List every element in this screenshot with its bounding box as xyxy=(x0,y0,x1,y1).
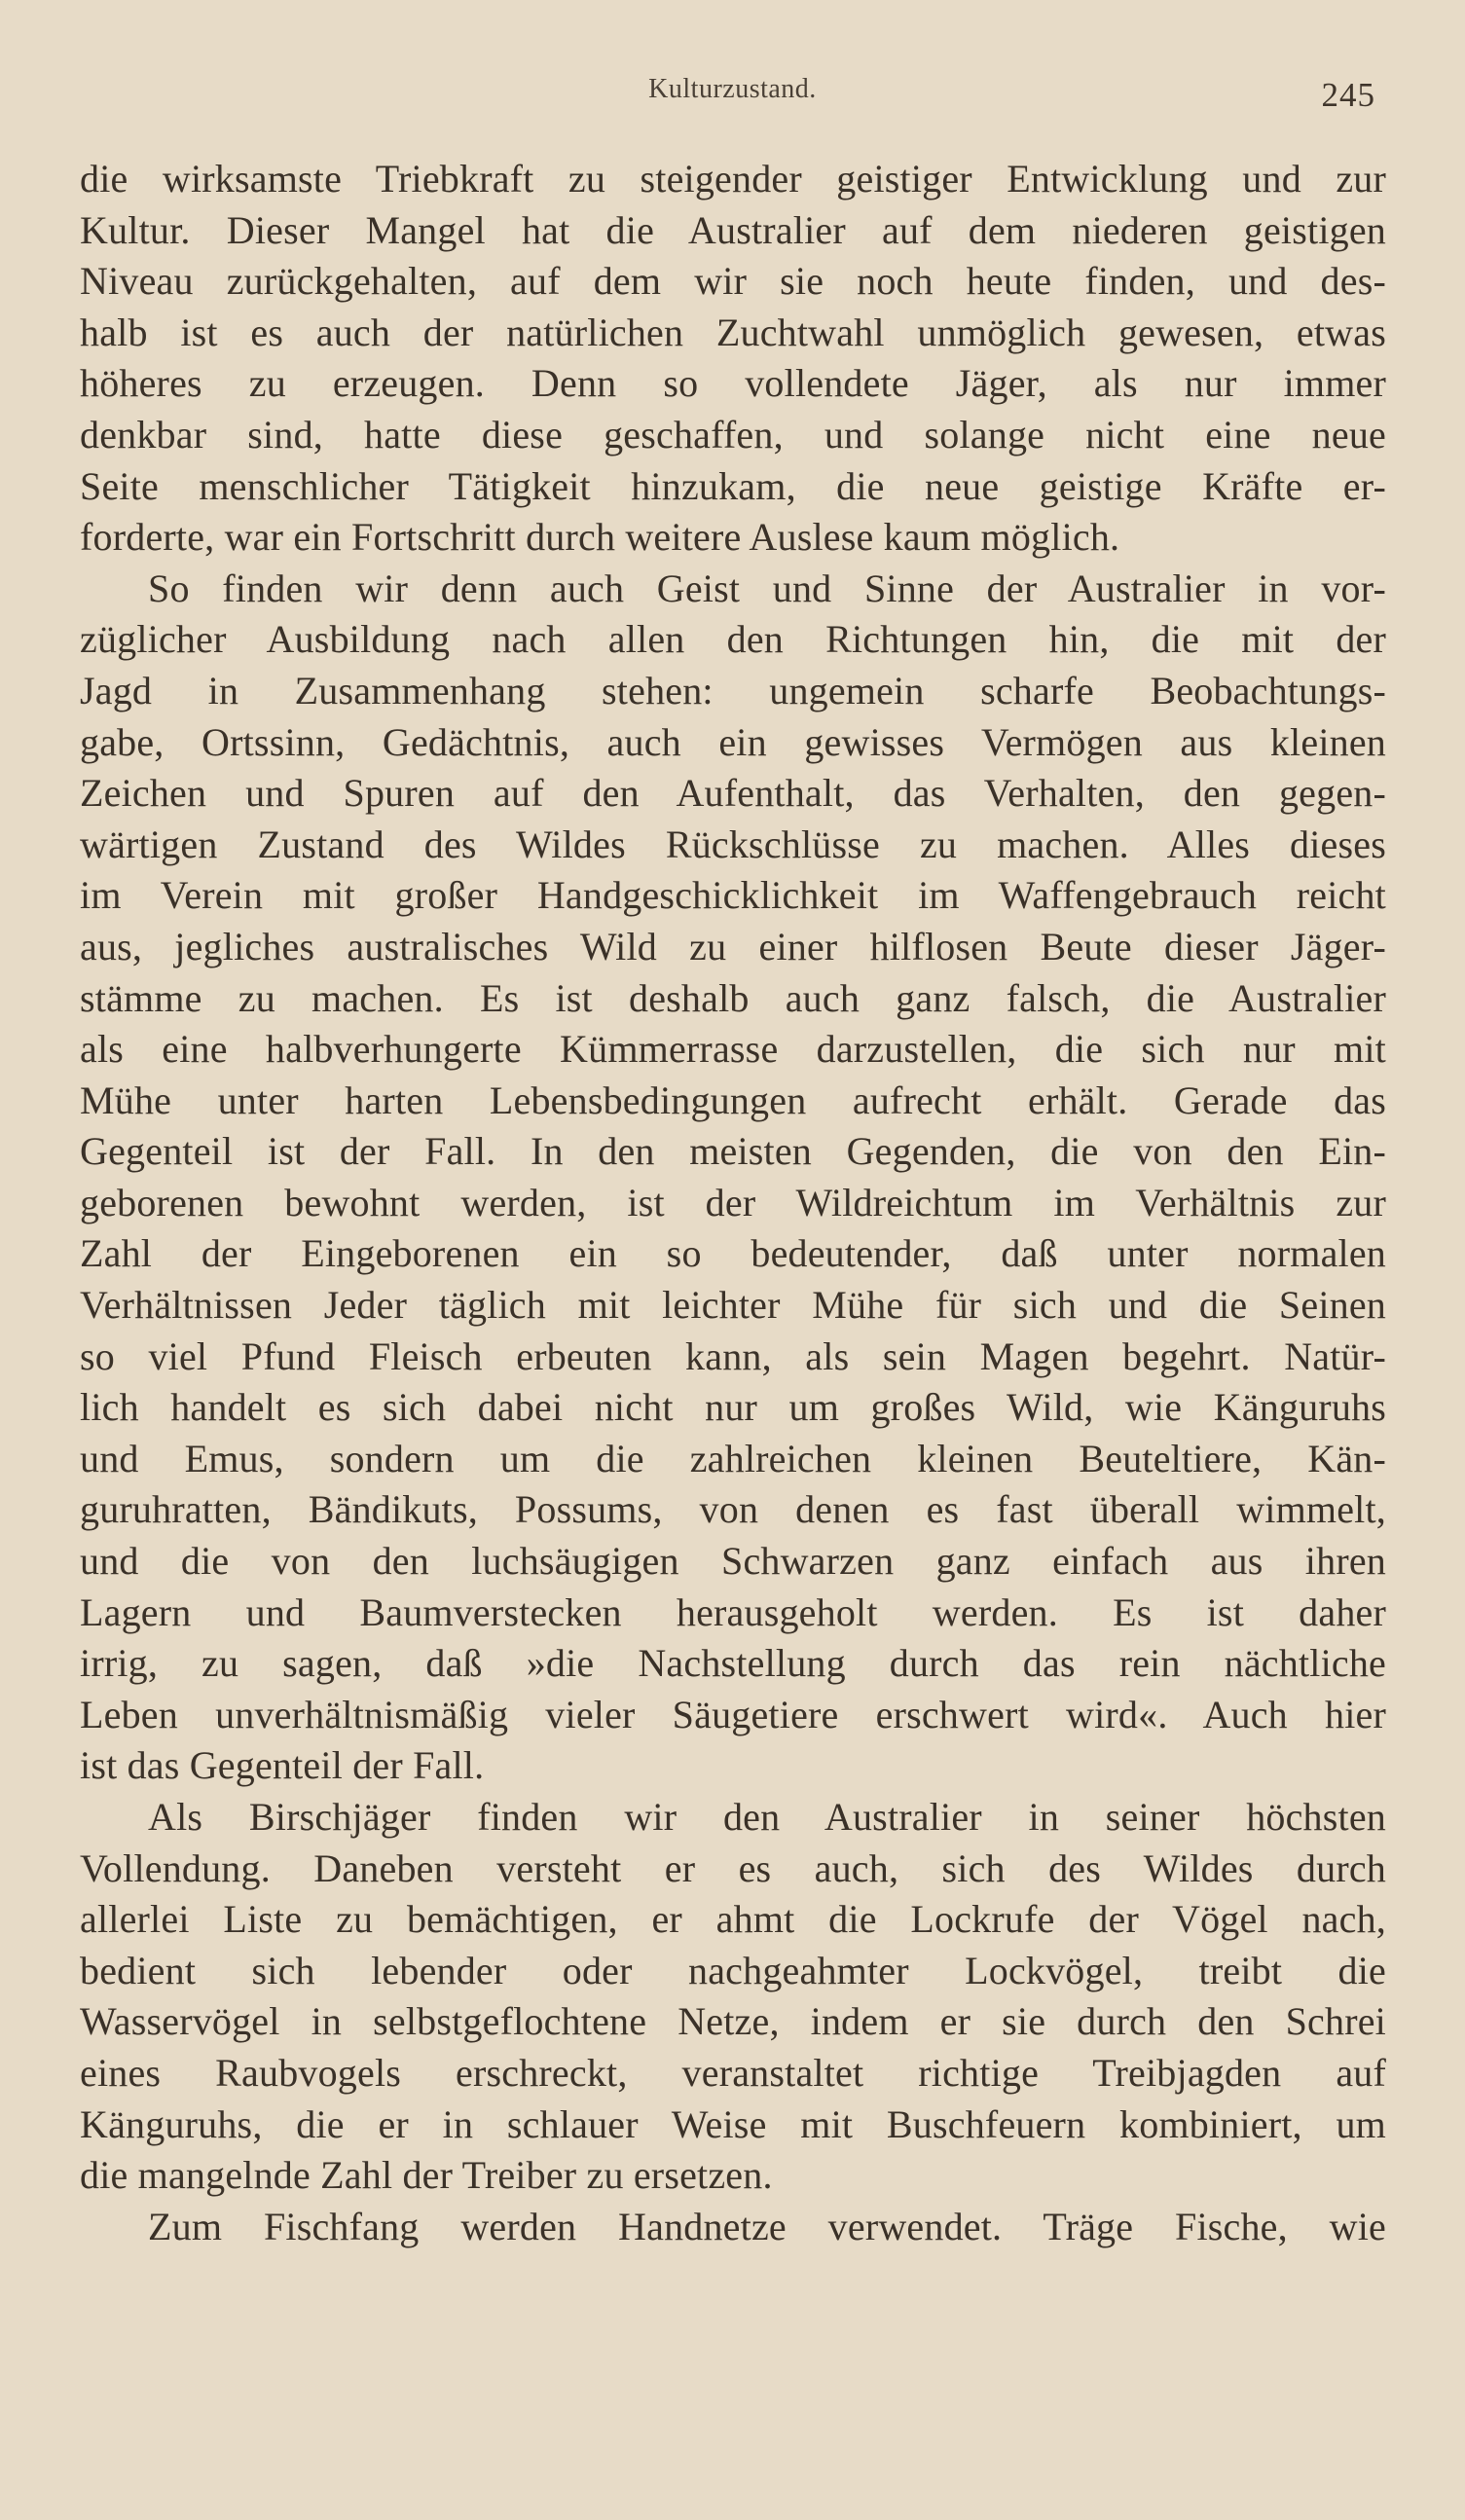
text-line: Jagd in Zusammenhang stehen: ungemein scharfe Beobachtungs- xyxy=(80,668,1386,712)
text-line: Vollendung. Daneben versteht er es auch, sich des Wildes durch xyxy=(80,1845,1386,1890)
text-line: Kultur. Dieser Mangel hat die Australier auf dem niederen geistigen xyxy=(80,207,1386,252)
text-line: Zum Fischfang werden Handnetze verwendet. Träge Fische, wie xyxy=(148,2204,1386,2248)
running-head xyxy=(0,74,1465,113)
text-line: So finden wir denn auch Geist und Sinne der Australier in vor- xyxy=(148,566,1386,610)
text-line: so viel Pfund Fleisch erbeuten kann, als sein Magen begehrt. Natür- xyxy=(80,1333,1386,1378)
text-line: stämme zu machen. Es ist deshalb auch ganz falsch, die Australier xyxy=(80,975,1386,1020)
text-line: lich handelt es sich dabei nicht nur um großes Wild, wie Känguruhs xyxy=(80,1385,1386,1430)
text-line: züglicher Ausbildung nach allen den Richtungen hin, die mit der xyxy=(80,617,1386,662)
text-line: und die von den luchsäugigen Schwarzen ganz einfach aus ihren xyxy=(80,1539,1386,1584)
page-number: 245 xyxy=(1321,76,1375,114)
text-line: Als Birschjäger finden wir den Australier in seiner höchsten xyxy=(148,1795,1386,1839)
text-line: wärtigen Zustand des Wildes Rückschlüsse zu machen. Alles dieses xyxy=(80,822,1386,866)
text-line: geborenen bewohnt werden, ist der Wildreichtum im Verhältnis zur xyxy=(80,1180,1386,1224)
text-line: Mühe unter harten Lebensbedingungen aufrecht erhält. Gerade das xyxy=(80,1077,1386,1122)
text-line: Seite menschlicher Tätigkeit hinzukam, die neue geistige Kräfte er- xyxy=(80,463,1386,508)
text-line: forderte, war ein Fortschritt durch weitere Auslese kaum möglich. xyxy=(80,515,1120,560)
text-line: irrig, zu sagen, daß »die Nachstellung durch das rein nächtliche xyxy=(80,1641,1386,1686)
body-text xyxy=(80,154,1386,2252)
text-line: höheres zu erzeugen. Denn so vollendete Jäger, als nur immer xyxy=(80,361,1386,406)
text-line: Lagern und Baumverstecken herausgeholt werden. Es ist daher xyxy=(80,1589,1386,1634)
text-line: eines Raubvogels erschreckt, veranstaltet richtige Treibjagden auf xyxy=(80,2050,1386,2095)
text-line: aus, jegliches australisches Wild zu einer hilflosen Beute dieser Jäger- xyxy=(80,924,1386,968)
text-line: Wasservögel in selbstgeflochtene Netze, indem er sie durch den Schrei xyxy=(80,1999,1386,2044)
text-line: die wirksamste Triebkraft zu steigender geistiger Entwicklung und zur xyxy=(80,157,1386,201)
text-line: im Verein mit großer Handgeschicklichkeit im Waffengebrauch reicht xyxy=(80,873,1386,918)
text-line: Gegenteil ist der Fall. In den meisten Gegenden, die von den Ein- xyxy=(80,1129,1386,1174)
text-line: und Emus, sondern um die zahlreichen kleinen Beuteltiere, Kän- xyxy=(80,1436,1386,1480)
text-line: Niveau zurückgehalten, auf dem wir sie noch heute finden, und des- xyxy=(80,259,1386,304)
text-line: Zahl der Eingeborenen ein so bedeutender, daß unter normalen xyxy=(80,1231,1386,1276)
running-title: Kulturzustand. xyxy=(648,74,817,104)
text-line: gabe, Ortssinn, Gedächtnis, auch ein gewisses Vermögen aus kleinen xyxy=(80,719,1386,764)
text-line: bedient sich lebender oder nachgeahmter Lockvögel, treibt die xyxy=(80,1948,1386,1992)
text-line: denkbar sind, hatte diese geschaffen, und solange nicht eine neue xyxy=(80,412,1386,457)
text-line: ist das Gegenteil der Fall. xyxy=(80,1743,485,1788)
text-line: Känguruhs, die er in schlauer Weise mit Buschfeuern kombiniert, um xyxy=(80,2101,1386,2146)
text-line: guruhratten, Bändikuts, Possums, von denen es fast überall wimmelt, xyxy=(80,1487,1386,1532)
text-line: Leben unverhältnismäßig vieler Säugetiere erschwert wird«. Auch hier xyxy=(80,1692,1386,1736)
text-line: halb ist es auch der natürlichen Zuchtwahl unmöglich gewesen, etwas xyxy=(80,310,1386,354)
text-line: allerlei Liste zu bemächtigen, er ahmt die Lockrufe der Vögel nach, xyxy=(80,1897,1386,1942)
text-line: Zeichen und Spuren auf den Aufenthalt, das Verhalten, den gegen- xyxy=(80,771,1386,816)
text-line: als eine halbverhungerte Kümmerrasse darzustellen, die sich nur mit xyxy=(80,1027,1386,1072)
text-line: Verhältnissen Jeder täglich mit leichter Mühe für sich und die Seinen xyxy=(80,1283,1386,1328)
text-line: die mangelnde Zahl der Treiber zu ersetzen. xyxy=(80,2153,773,2198)
